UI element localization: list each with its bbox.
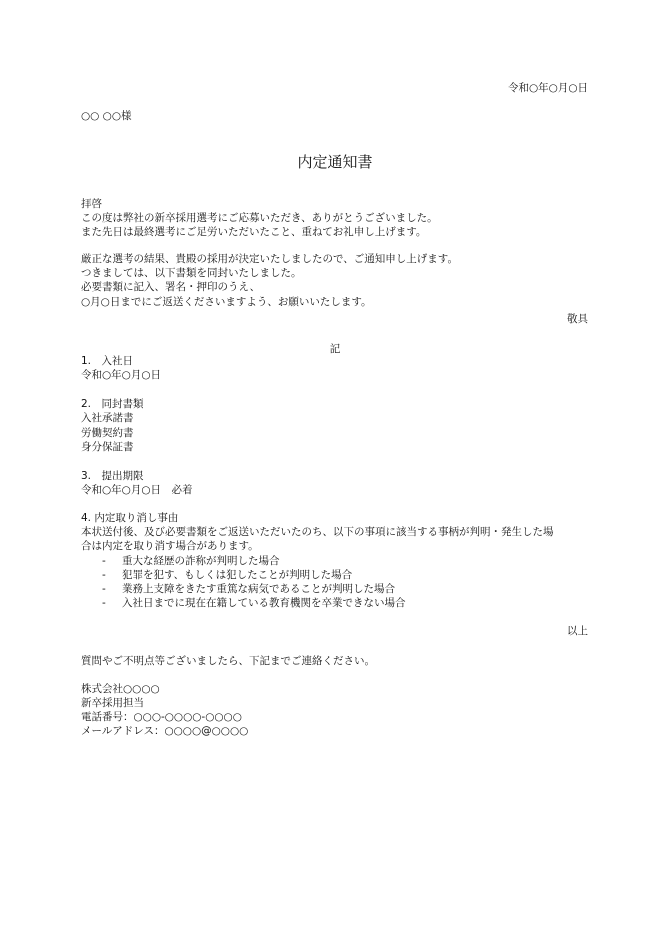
closing-word: 敬具: [567, 313, 588, 325]
section-line: 本状送付後、及び必要書類をご返送いただいたのち、以下の事項に該当する事柄が判明・発生した場: [81, 526, 554, 538]
email-address: メールアドレス：○○○○@○○○○: [81, 725, 249, 737]
section-line: 身分保証書: [81, 441, 134, 453]
bullet-marker: -: [102, 555, 106, 567]
end-mark: 以上: [567, 625, 588, 637]
bullet-marker: -: [102, 597, 106, 609]
opening-salutation: 拝啓: [81, 198, 102, 210]
contact-note: 質問やご不明点等ございましたら、下記までご連絡ください。: [81, 655, 375, 667]
section-line: 労働契約書: [81, 427, 134, 439]
section-heading: 2. 同封書類: [81, 398, 144, 410]
body-line: 必要書類に記入、署名・押印のうえ、: [81, 281, 261, 293]
section-line: 入社承諾書: [81, 412, 134, 424]
document-title: 内定通知書: [297, 153, 373, 171]
department-name: 新卒採用担当: [81, 697, 144, 709]
bullet-marker: -: [102, 583, 106, 595]
body-line: 厳正な選考の結果、貴殿の採用が決定いたしましたので、ご通知申し上げます。: [81, 253, 458, 265]
ki-heading: 記: [329, 343, 341, 355]
phone-number: 電話番号：○○○-○○○○-○○○○: [81, 711, 242, 723]
body-line: また先日は最終選考にご足労いただいたこと、重ねてお礼申し上げます。: [81, 226, 427, 238]
letter-date: 令和○年○月○日: [508, 82, 588, 94]
section-line: 合は内定を取り消す場合があります。: [81, 540, 259, 552]
bullet-marker: -: [102, 569, 106, 581]
bullet-item: 犯罪を犯す、もしくは犯したことが判明した場合: [122, 569, 353, 581]
recipient-name: ○○ ○○様: [81, 110, 132, 122]
bullet-item: 入社日までに現在在籍している教育機関を卒業できない場合: [122, 597, 406, 609]
section-heading: 1. 入社日: [81, 355, 134, 367]
company-name: 株式会社○○○○: [81, 683, 160, 695]
section-line: 令和○年○月○日 必着: [81, 484, 193, 496]
section-heading: 3. 提出期限: [81, 470, 144, 482]
bullet-item: 重大な経歴の詐称が判明した場合: [122, 555, 280, 567]
section-heading: 4. 内定取り消し事由: [81, 512, 179, 524]
body-line: つきましては、以下書類を同封いたしました。: [81, 267, 302, 279]
section-line: 令和○年○月○日: [81, 369, 161, 381]
body-line: ○月○日までにご返送くださいますよう、お願いいたします。: [81, 296, 372, 308]
body-line: この度は弊社の新卒採用選考にご応募いただき、ありがとうございました。: [81, 212, 438, 224]
bullet-item: 業務上支障をきたす重篤な病気であることが判明した場合: [122, 583, 395, 595]
